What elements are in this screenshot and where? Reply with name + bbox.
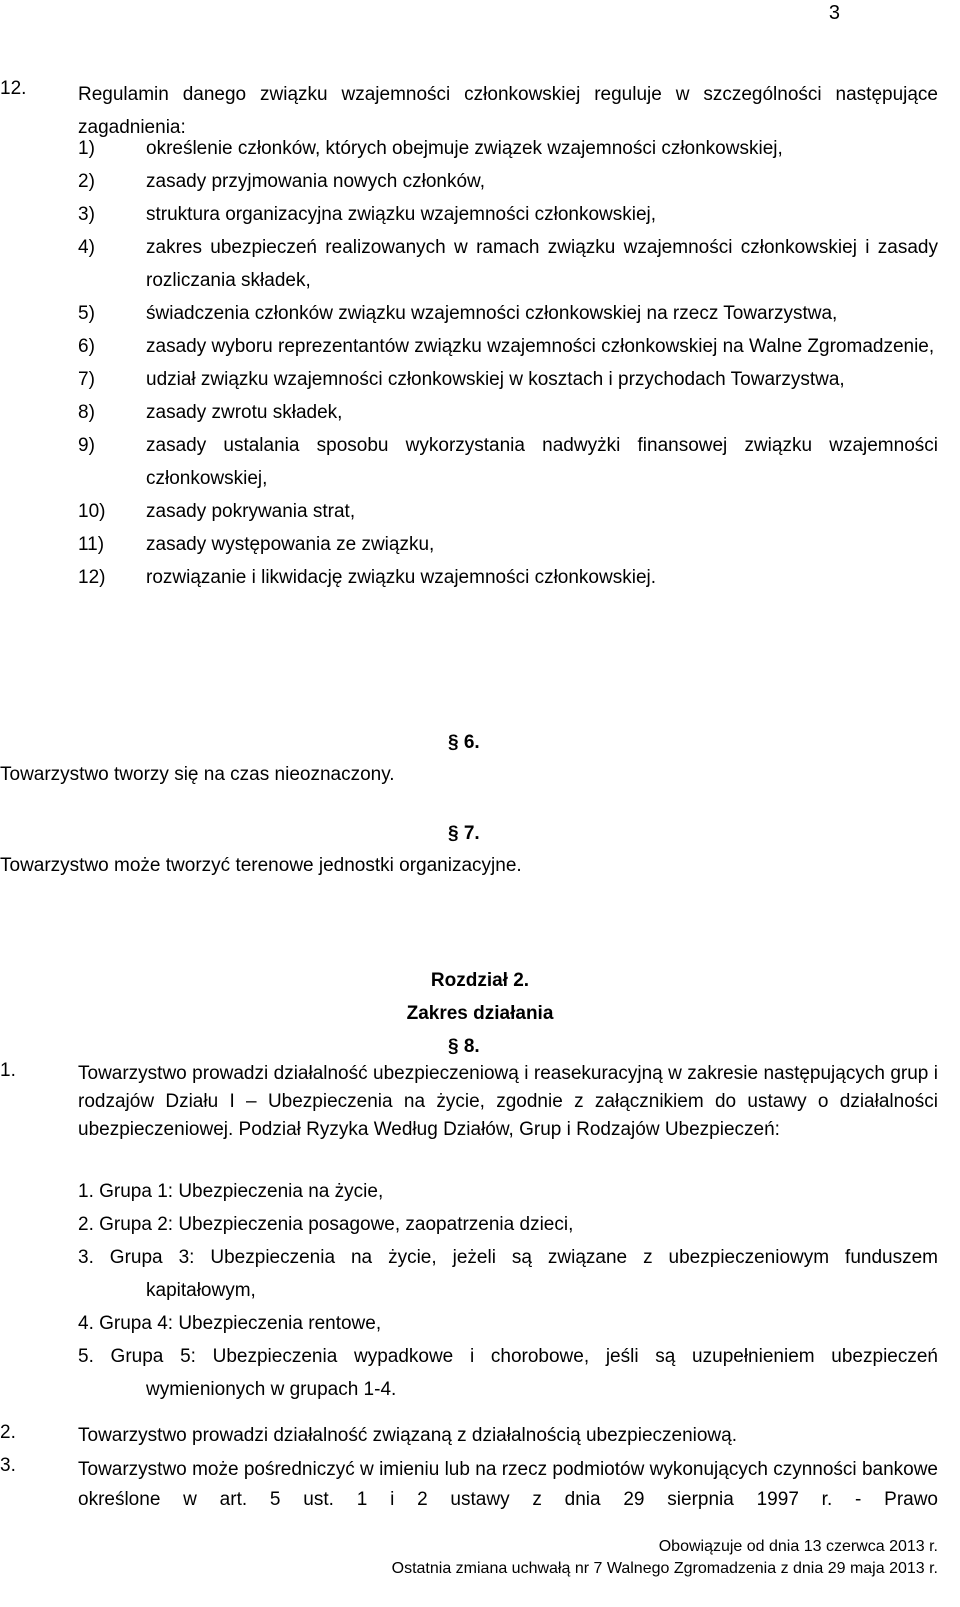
section-7-heading: § 7.: [448, 823, 480, 844]
paragraph-2-number: 2.: [0, 1422, 16, 1443]
section-8-paragraph-1: [0, 1060, 938, 1144]
list-item: [78, 528, 938, 561]
list-item-number: 10): [78, 501, 106, 522]
list-item-number: 1): [78, 138, 95, 159]
list-item-number: 4): [78, 237, 95, 258]
list-item: [78, 429, 938, 495]
article-12-list: [78, 132, 938, 594]
list-item: [78, 132, 938, 165]
list-item: [78, 495, 938, 528]
list-item: [78, 231, 938, 297]
paragraph-1-text: Towarzystwo prowadzi działalność ubezpieczeniową i reasekuracyjną w zakresie następujących grup i rodzajów Działu I – Ubezpieczenia na życie, zgodnie z załącznikiem do ustawy o działalności ubezpieczeniowej. Podział Ryzyka Według Działów, Grup i Rodzajów Ubezpieczeń:: [78, 1063, 938, 1140]
group-item-line: 4. Grupa 4: Ubezpieczenia rentowe,: [78, 1313, 382, 1334]
paragraph-1-number: 1.: [0, 1060, 16, 1081]
footer-effective-date: Obowiązuje od dnia 13 czerwca 2013 r.: [658, 1538, 938, 1555]
list-item: [78, 561, 938, 594]
list-item: [78, 165, 938, 198]
paragraph-3-number: 3.: [0, 1455, 16, 1476]
article-12: [0, 78, 938, 588]
list-item-number: 8): [78, 402, 95, 423]
paragraph-2-text: Towarzystwo prowadzi działalność związaną z działalnością ubezpieczeniową.: [78, 1425, 737, 1446]
list-item-text: zakres ubezpieczeń realizowanych w ramach związku wzajemności członkowskiej i zasady rozliczania składek,: [146, 237, 938, 291]
group-item-line: 2. Grupa 2: Ubezpieczenia posagowe, zaopatrzenia dzieci,: [78, 1214, 574, 1235]
article-12-number: 12.: [0, 78, 27, 99]
list-item-number: 2): [78, 171, 95, 192]
list-item: [78, 363, 938, 396]
list-item-text: zasady ustalania sposobu wykorzystania nadwyżki finansowej związku wzajemności członkowskiej,: [146, 435, 938, 489]
list-item: [78, 396, 938, 429]
list-item-text: określenie członków, których obejmuje związek wzajemności członkowskiej,: [146, 138, 783, 159]
paragraph-3-text: Towarzystwo może pośredniczyć w imieniu lub na rzecz podmiotów wykonujących czynności bankowe określone w art. 5 ust. 1 i 2 ustawy z dnia 29 sierpnia 1997 r. - Prawo: [78, 1459, 938, 1510]
list-item-text: rozwiązanie i likwidację związku wzajemności członkowskiej.: [146, 567, 657, 588]
section-6-heading: § 6.: [448, 732, 480, 753]
section-8-paragraph-2: [0, 1422, 938, 1450]
group-item: [78, 1340, 938, 1406]
group-item-continuation: kapitałowym,: [146, 1280, 256, 1301]
list-item-number: 3): [78, 204, 95, 225]
list-item-number: 5): [78, 303, 95, 324]
list-item-text: zasady pokrywania strat,: [146, 501, 356, 522]
page-number: 3: [828, 2, 840, 24]
list-item-number: 6): [78, 336, 95, 357]
group-item-line: 5. Grupa 5: Ubezpieczenia wypadkowe i chorobowe, jeśli są uzupełnieniem ubezpieczeń: [78, 1346, 938, 1367]
list-item-text: zasady zwrotu składek,: [146, 402, 343, 423]
section-8-heading: § 8.: [448, 1036, 480, 1057]
article-12-intro: Regulamin danego związku wzajemności członkowskiej reguluje w szczególności następujące zagadnienia:: [78, 84, 938, 138]
list-item-text: świadczenia członków związku wzajemności członkowskiej na rzecz Towarzystwa,: [146, 303, 838, 324]
group-item-line: 1. Grupa 1: Ubezpieczenia na życie,: [78, 1181, 384, 1202]
section-6-text: Towarzystwo tworzy się na czas nieoznaczony.: [0, 764, 395, 785]
section-8-paragraph-3: [0, 1455, 938, 1515]
footer: [392, 1536, 938, 1580]
list-item: [78, 198, 938, 231]
section-7-text: Towarzystwo może tworzyć terenowe jednostki organizacyjne.: [0, 855, 522, 876]
group-item: [78, 1307, 938, 1340]
list-item-text: udział związku wzajemności członkowskiej w kosztach i przychodach Towarzystwa,: [146, 369, 845, 390]
chapter-subtitle: Zakres działania: [406, 1003, 554, 1024]
group-item: [78, 1208, 938, 1241]
group-item-line: 3. Grupa 3: Ubezpieczenia na życie, jeżeli są związane z ubezpieczeniowym funduszem: [78, 1247, 938, 1268]
list-item-number: 12): [78, 567, 106, 588]
list-item: [78, 297, 938, 330]
list-item-number: 9): [78, 435, 95, 456]
chapter-title: Rozdział 2.: [430, 970, 530, 991]
group-item-continuation: wymienionych w grupach 1-4.: [146, 1379, 397, 1400]
list-item-number: 11): [78, 534, 105, 555]
list-item-text: zasady występowania ze związku,: [146, 534, 435, 555]
group-item: [78, 1175, 938, 1208]
list-item-text: struktura organizacyjna związku wzajemności członkowskiej,: [146, 204, 657, 225]
list-item-text: zasady przyjmowania nowych członków,: [146, 171, 485, 192]
group-item: [78, 1241, 938, 1307]
list-item: [78, 330, 938, 363]
list-item-number: 7): [78, 369, 95, 390]
list-item-text: zasady wyboru reprezentantów związku wzajemności członkowskiej na Walne Zgromadzenie,: [146, 336, 935, 357]
footer-last-change: Ostatnia zmiana uchwałą nr 7 Walnego Zgromadzenia z dnia 29 maja 2013 r.: [391, 1560, 938, 1577]
